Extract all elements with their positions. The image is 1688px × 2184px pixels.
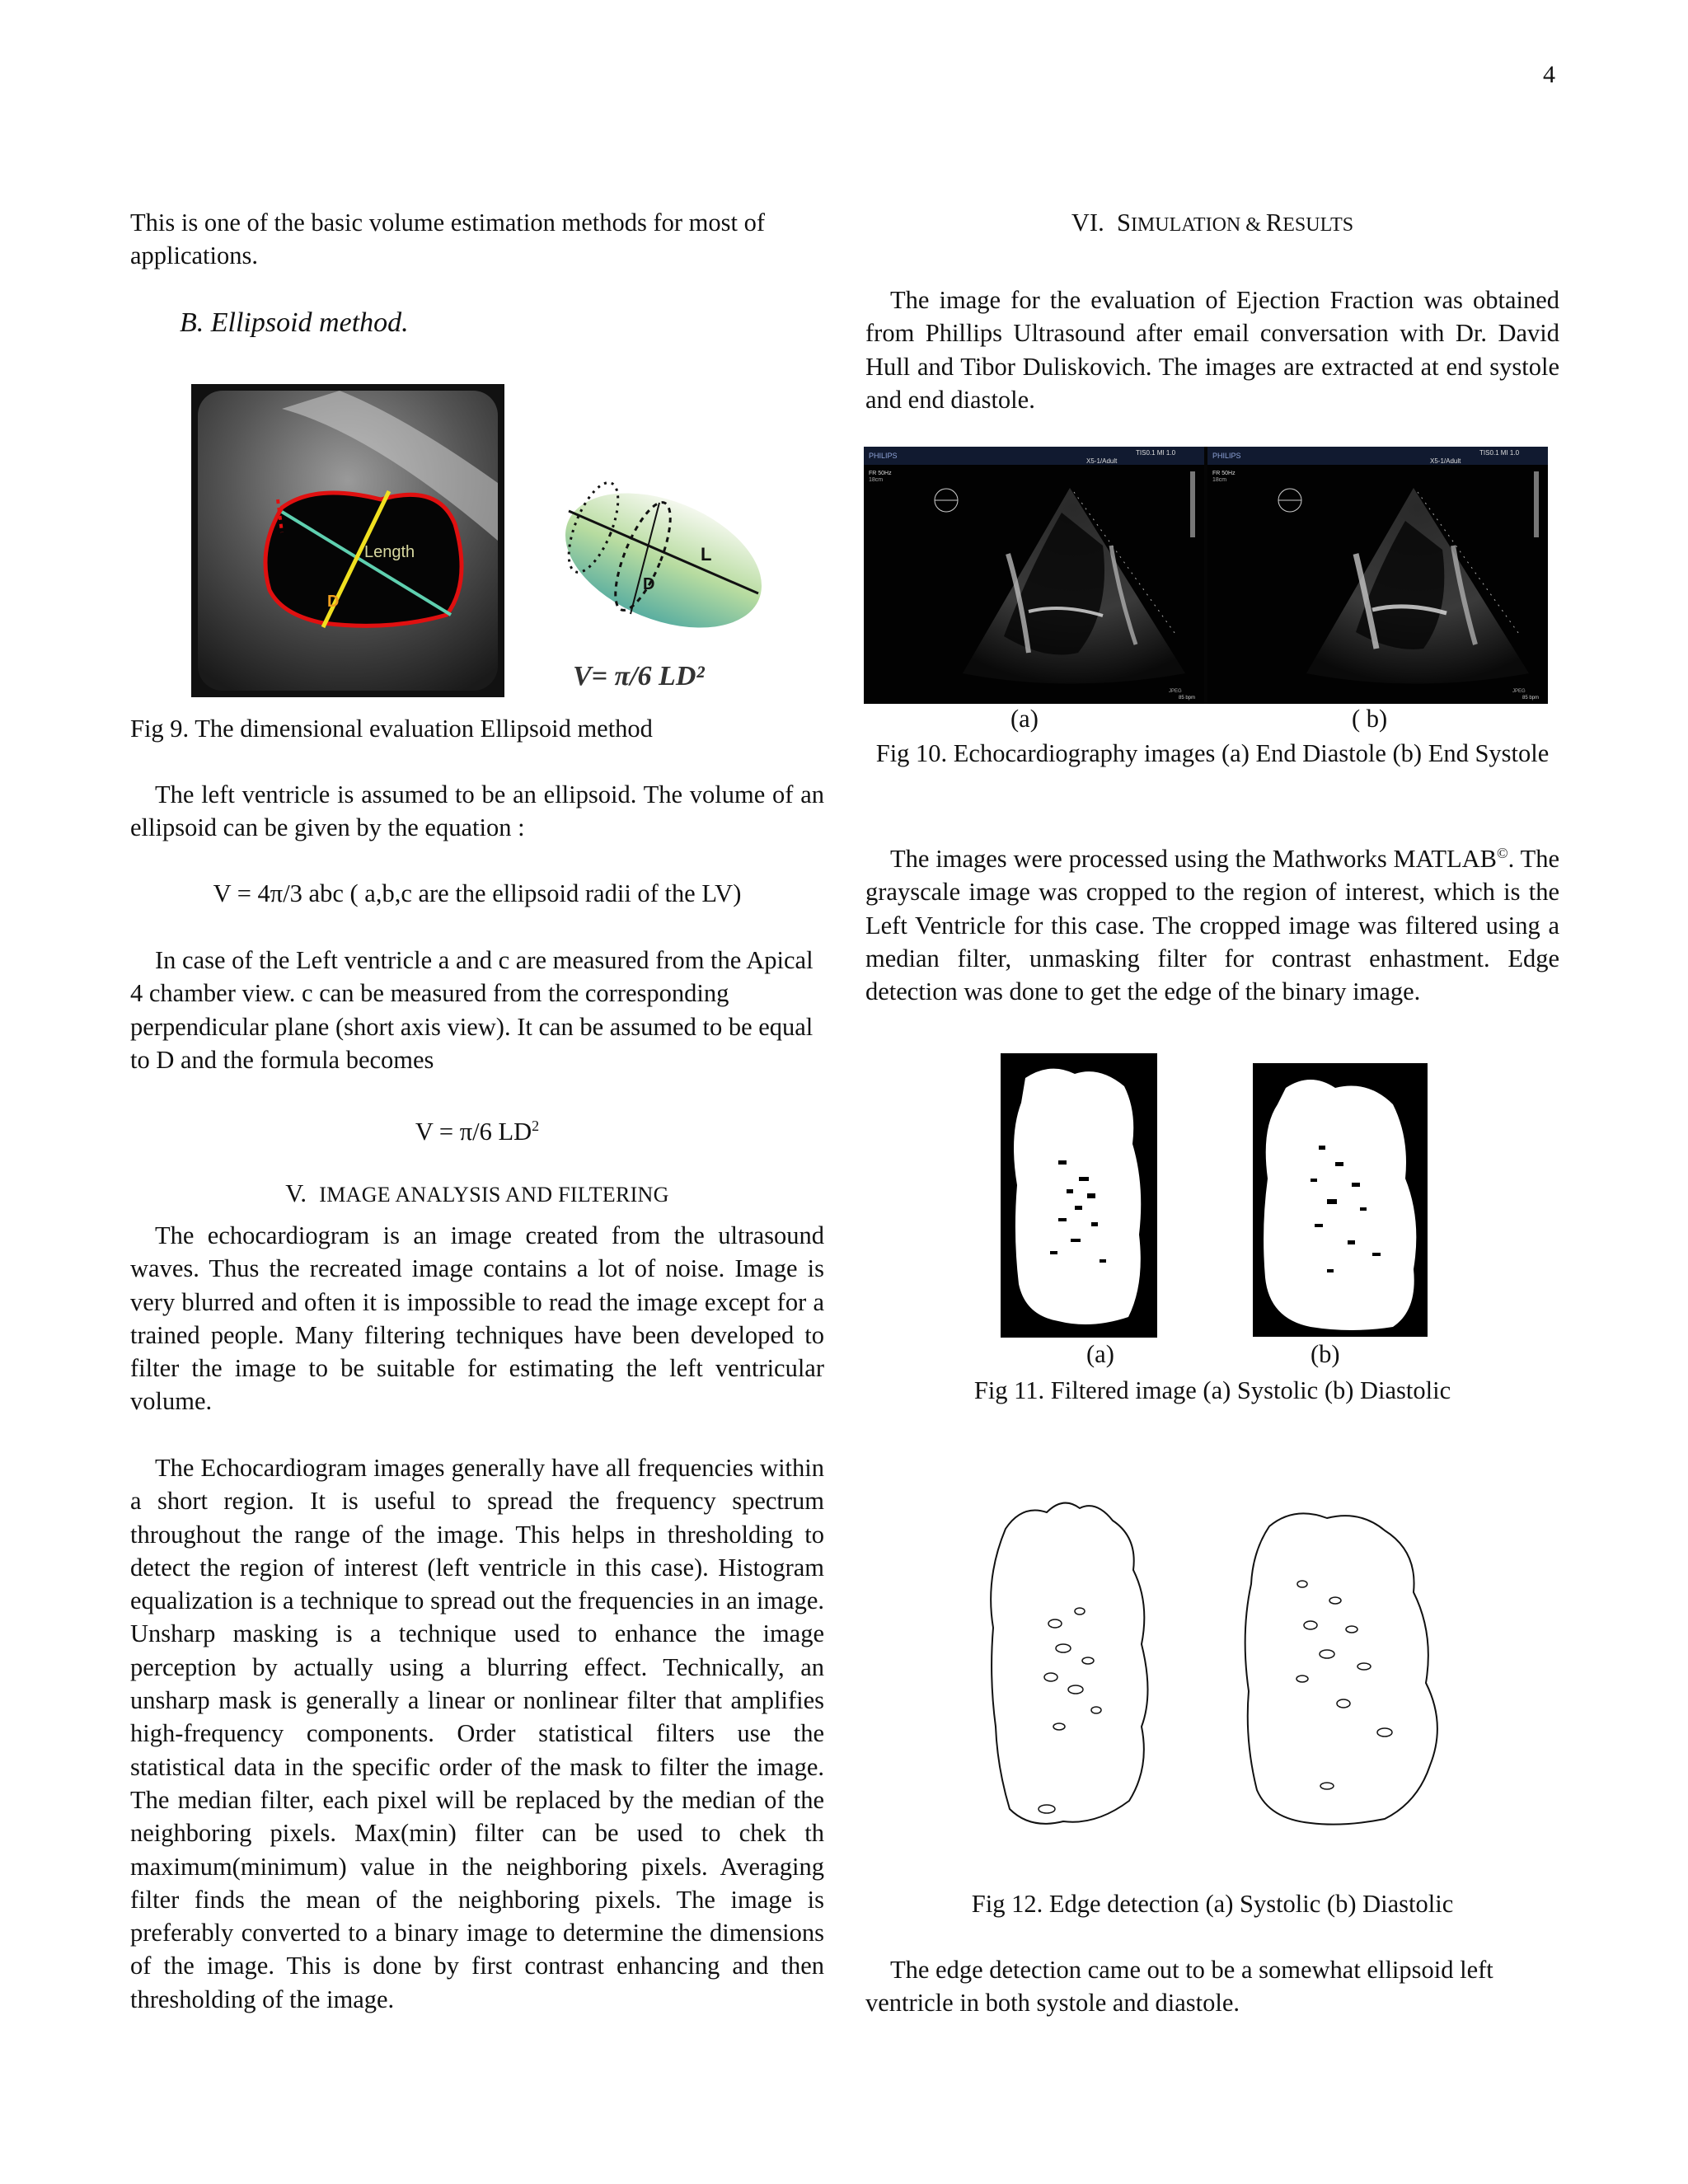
fig10-b-probe: X5-1/Adult	[1430, 457, 1461, 465]
fig10-a-depth: 18cm	[869, 477, 884, 483]
fig11-binary-b	[1253, 1063, 1428, 1337]
edge-detection-paragraph: The edge detection came out to be a somewhat ellipsoid left ventricle in both systole and diastole.	[865, 1956, 1493, 2018]
fig11-label-a: (a)	[1086, 1340, 1114, 1368]
filtering-paragraph: The Echocardiogram images generally have all frequencies within a short region. It is useful to spread the frequency spectrum throughout the range of the image. This helps in thresholding to detect the region of interest (left ventricle in this case). Histogram equalization is a technique to spread out the frequencies in an image. Unsharp masking is a technique used to enhance the image perception by actually using a blurring effect. Technically, an unsharp mask is generally a linear or nonlinear filter that amplifies high-frequency components. Order statistical filters use the statistical data in the specific order of the mask to filter the image. The median filter, each pixel will be replaced by the median of the neighboring pixels. Max(min) filter can be used to chek th maximum(minimum) value in the neighboring pixels. Averaging filter finds the mean of the neighboring pixels. The image is preferably converted to a binary image to determine the dimensions of the image. This is done by first contrast enhancing and then thresholding of the image.	[130, 1454, 824, 2013]
fig10-panel-b	[1207, 447, 1548, 704]
fig10-b-brand: PHILIPS	[1212, 452, 1241, 460]
equation-simplified-main: V = π/6 LD	[415, 1118, 532, 1146]
ellipsoid-paragraph: The left ventricle is assumed to be an ellipsoid. The volume of an ellipsoid can be given by the equation :	[130, 780, 824, 842]
fig11-label-b: (b)	[1311, 1340, 1340, 1368]
section-v-number: V.	[285, 1179, 307, 1207]
section-vi-number: VI.	[1071, 209, 1104, 237]
section-vi-title-part2: ESULTS	[1282, 214, 1354, 236]
fig11-binary-a	[1001, 1053, 1157, 1338]
matlab-paragraph-part1: The images were processed using the Mathworks MATLAB	[890, 845, 1497, 874]
fig10-b-jpeg: JPEG	[1512, 689, 1526, 694]
fig10-label-a: (a)	[1010, 705, 1039, 733]
fig12-edge-b	[1220, 1493, 1459, 1840]
intro-paragraph: This is one of the basic volume estimation methods for most of applications.	[130, 209, 766, 270]
image-source-paragraph: The image for the evaluation of Ejection Fraction was obtained from Phillips Ultrasound after email conversation with Dr. David Hull and Tibor Duliskovich. The images are extracted at end systole and end diastole.	[865, 286, 1559, 414]
matlab-paragraph-part2: . The grayscale image was cropped to the region of interest, which is the Left Ventricle for this case. The cropped image was filtered using a median filter, unmasking filter for contrast enhastment. Edge detection was done to get the edge of the binary image.	[865, 845, 1559, 1006]
fig10-label-b: ( b)	[1352, 705, 1388, 733]
fig12-caption: Fig 12. Edge detection (a) Systolic (b) Diastolic	[971, 1890, 1454, 1918]
fig10-a-jpeg: JPEG	[1169, 689, 1182, 694]
fig9-formula: V= π/6 LD²	[573, 661, 705, 691]
fig10-caption: Fig 10. Echocardiography images (a) End Diastole (b) End Systole	[875, 739, 1550, 767]
fig12-edge-a	[973, 1479, 1187, 1842]
fig9-length-label: Length	[364, 543, 415, 561]
fig9-ellipse-L-label: L	[701, 544, 712, 565]
fig10-a-fr: FR 50Hz	[869, 471, 892, 476]
fig10-b-bpm: 85 bpm	[1522, 696, 1540, 701]
apical-paragraph: In case of the Left ventricle a and c are measured from the Apical 4 chamber view. c can be measured from the corresponding perpendicular plane (short axis view). It can be assumed to be equal to D and the formula becomes	[130, 946, 814, 1074]
page-number: 4	[1543, 61, 1555, 88]
section-v-heading	[130, 1177, 824, 1212]
equation-superscript: 2	[532, 1118, 540, 1134]
section-vi-title-part1: IMULATION &	[1130, 214, 1266, 236]
matlab-paragraph	[865, 837, 1559, 1009]
fig9-echo-image	[191, 384, 504, 697]
fig10-b-depth: 18cm	[1212, 477, 1227, 483]
subsection-heading: B. Ellipsoid method.	[180, 307, 409, 338]
section-vi-heading	[865, 206, 1559, 241]
section-vi-title-s: S	[1116, 209, 1131, 237]
fig9-caption: Fig 9. The dimensional evaluation Ellipsoid method	[130, 715, 653, 743]
section-v-title: IMAGE ANALYSIS AND FILTERING	[319, 1183, 669, 1207]
fig9-d-label: D	[327, 593, 340, 611]
equation-simplified	[130, 1109, 824, 1148]
fig10-a-probe: X5-1/Adult	[1086, 457, 1118, 465]
fig10-a-brand: PHILIPS	[869, 452, 898, 460]
fig10-panel-a	[864, 447, 1204, 704]
fig9-ellipse-D-label: D	[643, 575, 655, 593]
fig10-a-bpm: 85 bpm	[1179, 696, 1196, 701]
fig10-b-fr: FR 50Hz	[1212, 471, 1236, 476]
copyright-sup: ©	[1496, 845, 1508, 861]
equation-ellipsoid-volume: V = 4π/3 abc ( a,b,c are the ellipsoid radii of the LV)	[213, 879, 742, 907]
fig10-b-tis: TIS0.1 MI 1.0	[1479, 449, 1520, 457]
fig11-caption: Fig 11. Filtered image (a) Systolic (b) Diastolic	[973, 1376, 1451, 1404]
fig10-a-tis: TIS0.1 MI 1.0	[1136, 449, 1176, 457]
fig10-ultrasound-pair	[864, 447, 1548, 704]
echo-paragraph: The echocardiogram is an image created from the ultrasound waves. Thus the recreated image contains a lot of noise. Image is very blurred and often it is impossible to read the image except for a trained people. Many filtering techniques have been developed to filter the image to be suitable for estimating the left ventricular volume.	[130, 1221, 824, 1416]
fig9-ellipsoid-diagram	[544, 478, 775, 643]
section-vi-title-r: R	[1265, 209, 1283, 237]
